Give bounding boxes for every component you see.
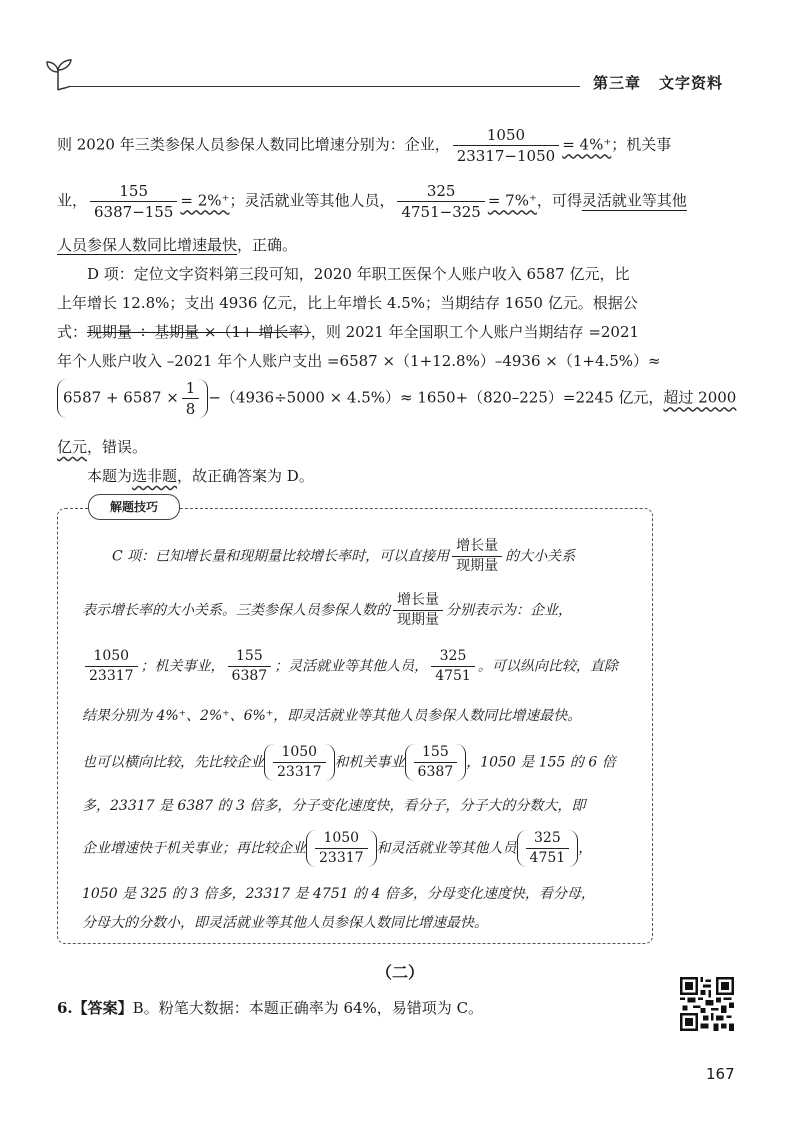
- fraction: $\frac{325}{4751-325}$: [397, 182, 484, 221]
- qr-code-icon[interactable]: [680, 977, 734, 1031]
- box-line8: 1050 是 325 的 3 倍多，23317 是 4751 的 4 倍多，分母变化速度快，看分母，: [82, 886, 595, 902]
- para1-line3: 人员参保人数同比增速最快，正确。: [57, 236, 298, 254]
- box-line6: 多，23317 是 6387 的 3 倍多，分子变化速度快，看分子，分子大的分数大，即: [82, 798, 586, 814]
- fraction: $\frac{1050}{23317-1050}$: [453, 126, 559, 165]
- box-line1: C 项：已知增长量和现期量比较增长率时，可以直接用 $\frac{\text{增长量}}{\text{现期量}}$ 的大小关系: [112, 538, 576, 574]
- box-line2: 表示增长率的大小关系。三类参保人员参保人数的 $\frac{\text{增长量}}{\text{现期量}}$ 分别表示为：企业，: [82, 592, 572, 628]
- fraction: $\frac{1}{8}$: [182, 379, 200, 418]
- conclusion: 本题为选非题，故正确答案为 D。: [87, 467, 314, 485]
- section-heading: （二）: [375, 963, 424, 982]
- box-line5: 也可以横向比较，先比较企业 $\frac{1050}{23317}$ 和机关事业 $\frac{155}{6387}$ ，1050 是 155 的 6 倍: [82, 744, 616, 780]
- answer-line: 6.【答案】B。粉笔大数据：本题正确率为 64%，易错项为 C。: [57, 999, 484, 1017]
- box-line9: 分母大的分数小，即灵活就业等其他人员参保人数同比增速最快。: [82, 915, 488, 931]
- para1-line1: 则 2020 年三类参保人员参保人数同比增速分别为：企业， $\frac{1050}{23317-1050}$ = 4%⁺；机关事: [57, 126, 672, 165]
- fraction: $\frac{155}{6387-155}$: [90, 182, 177, 221]
- box-line4: 结果分别为 4%⁺、2%⁺、6%⁺，即灵活就业等其他人员参保人数同比增速最快。: [82, 708, 582, 724]
- page-number: 167: [706, 1065, 735, 1083]
- para2-line2: 上年增长 12.8%；支出 4936 亿元，比上年增长 4.5%；当期结存 1650 亿元。根据公: [57, 294, 638, 312]
- para2-line6: 亿元，错误。: [57, 438, 148, 456]
- parenthesis-group: 6587 + 6587 × $\frac{1}{8}$: [57, 379, 208, 418]
- para2-line4: 年个人账户收入 –2021 年个人账户支出 =6587 ×（1+12.8%）–4936 ×（1+4.5%）≈: [57, 352, 661, 370]
- para1-line2: 业， $\frac{155}{6387-155}$ = 2%⁺；灵活就业等其他人员， $\frac{325}{4751-325}$ = 7%⁺，可得灵活就业等其他: [57, 182, 687, 221]
- chapter-title: 文字资料: [659, 74, 724, 92]
- box-line7: 企业增速快于机关事业；再比较企业 $\frac{1050}{23317}$ 和灵活就业等其他人员 $\frac{325}{4751}$ ，: [82, 830, 593, 866]
- chapter-header: [593, 72, 723, 93]
- header-rule: [70, 86, 580, 87]
- para2-line5: 6587 + 6587 × $\frac{1}{8}$ −（4936÷5000 × 4.5%）≈ 1650+（820–225）=2245 亿元，超过 2000: [57, 379, 744, 418]
- box-line3: $\frac{1050}{23317}$ ；机关事业， $\frac{155}{6387}$ ；灵活就业等其他人员， $\frac{325}{4751}$ 。可以纵向比较，直除: [82, 648, 618, 685]
- para2-line3: 式：现期量 ÷ 基期量 ×（1+ 增长率），则 2021 年全国职工个人账户当期结存 =2021: [57, 323, 640, 341]
- tips-box-tab: 解题技巧: [88, 494, 180, 520]
- chapter-number: 第三章: [593, 74, 642, 92]
- para2-line1: D 项：定位文字资料第三段可知，2020 年职工医保个人账户收入 6587 亿元，比: [87, 265, 630, 283]
